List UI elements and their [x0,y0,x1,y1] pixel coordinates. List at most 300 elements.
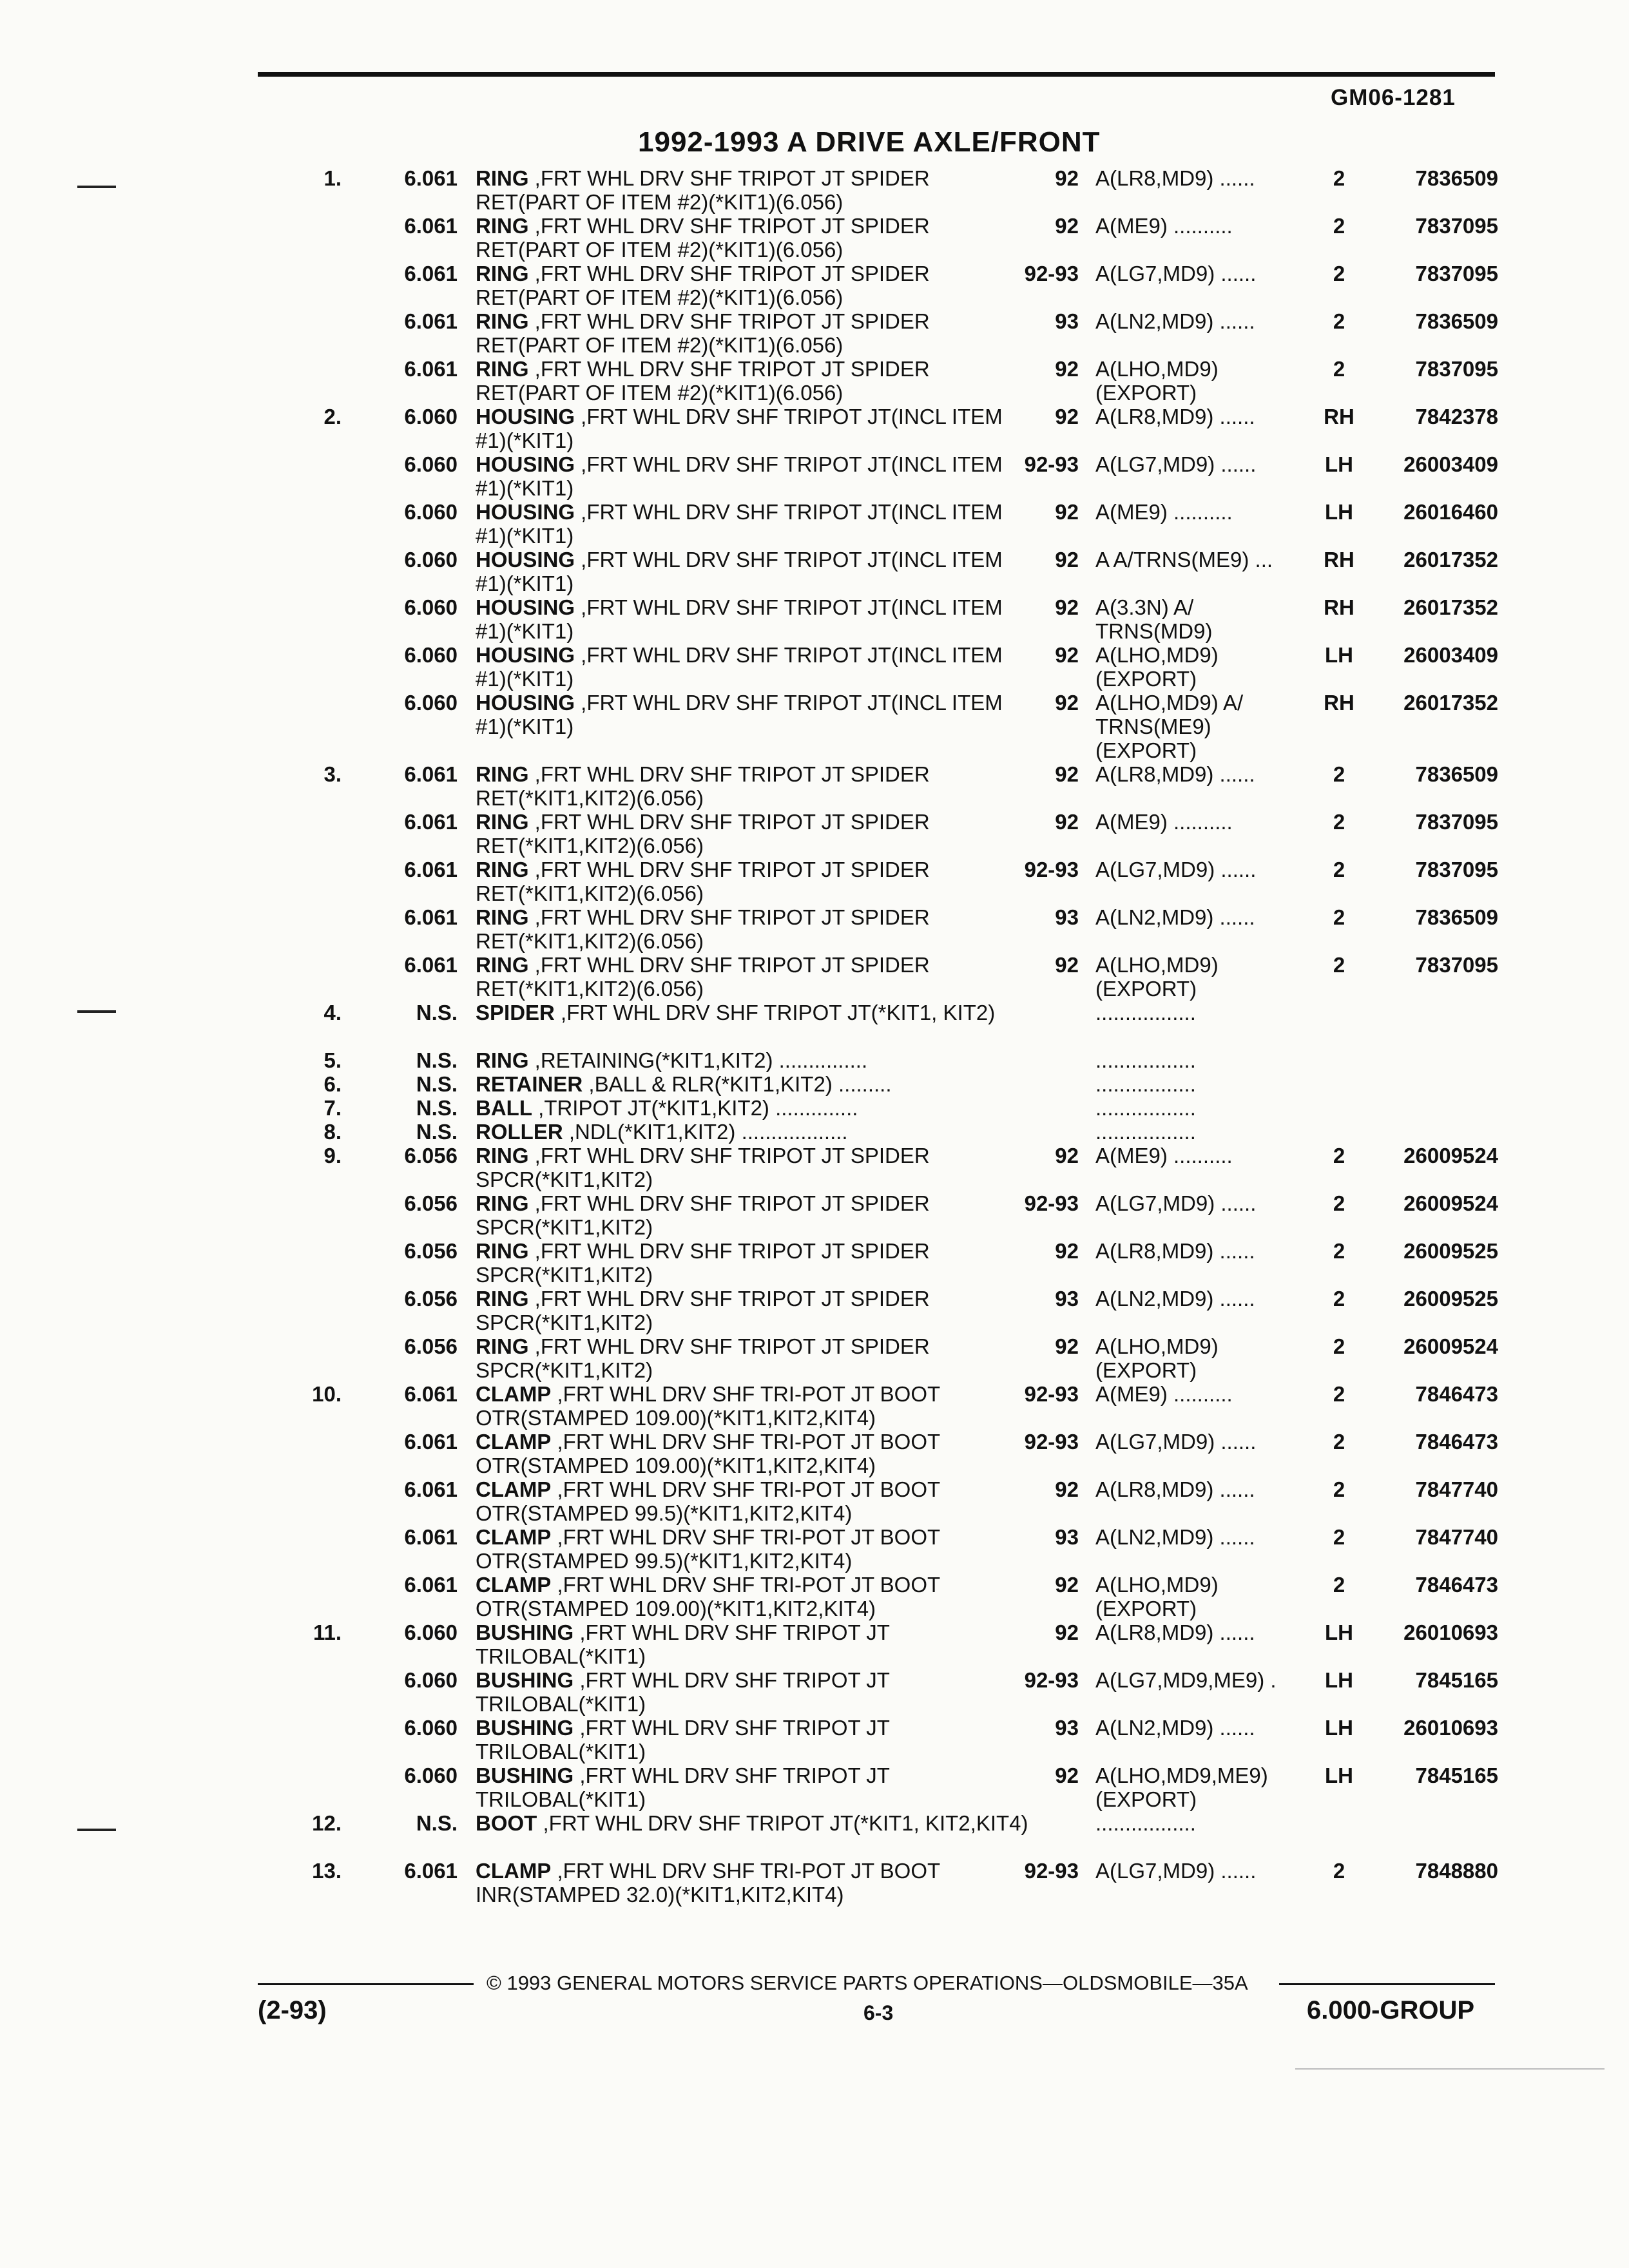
part-description [476,1096,1030,1120]
part-detail: ,FRT WHL DRV SHF TRIPOT JT SPIDER SPCR(*KIT1,KIT2) [476,1191,930,1239]
part-description [476,1620,1030,1668]
table-row [0,548,1629,595]
part-description [476,1287,1030,1334]
page-id: GM06-1281 [1331,85,1456,110]
table-row [0,1191,1629,1239]
page-number: 6-3 [863,2001,894,2024]
table-row [0,166,1629,214]
model-year: 92 [1055,595,1079,619]
part-number: 26010693 [1403,1620,1498,1644]
part-detail: ,FRT WHL DRV SHF TRIPOT JT SPIDER RET(PART OF ITEM #2)(*KIT1)(6.056) [476,262,930,309]
group-number: 6.061 [404,905,458,929]
model-year: 92 [1055,1620,1079,1644]
model-codes: A(LHO,MD9,ME9) (EXPORT) [1095,1763,1268,1811]
part-name: BOOT [476,1811,537,1835]
quantity: LH [1325,1620,1353,1644]
part-detail: ,FRT WHL DRV SHF TRIPOT JT SPIDER RET(PART OF ITEM #2)(*KIT1)(6.056) [476,166,930,214]
item-number: 5. [323,1048,342,1072]
part-detail: ,BALL & RLR(*KIT1,KIT2) ......... [583,1072,892,1096]
model-codes: ................. [1095,1811,1196,1835]
model-codes: A(LR8,MD9) ...... [1095,1477,1255,1501]
item-number: 9. [323,1144,342,1168]
part-name: RING [476,953,529,977]
item-number: 12. [312,1811,342,1835]
item-number: 7. [323,1096,342,1120]
quantity: RH [1324,595,1354,619]
part-name: RING [476,309,529,333]
group-number: 6.061 [404,1477,458,1501]
model-codes: A(LHO,MD9) (EXPORT) [1095,1573,1219,1620]
group-number: 6.056 [404,1334,458,1358]
part-number: 26003409 [1403,452,1498,476]
table-row [0,643,1629,691]
page-title: 1992-1993 A DRIVE AXLE/FRONT [638,126,1101,158]
group-number: 6.061 [404,1430,458,1454]
model-year: 92 [1055,214,1079,238]
part-detail: ,FRT WHL DRV SHF TRIPOT JT(INCL ITEM #1)(*KIT1) [476,452,1003,500]
part-description [476,1120,1030,1144]
model-codes: ................. [1095,1048,1196,1072]
part-name: CLAMP [476,1430,552,1454]
group-number: 6.061 [404,953,458,977]
part-detail: ,FRT WHL DRV SHF TRIPOT JT SPIDER RET(*KIT1,KIT2)(6.056) [476,810,930,858]
part-detail: ,FRT WHL DRV SHF TRIPOT JT(INCL ITEM #1)(*KIT1) [476,595,1003,643]
part-number: 7847740 [1415,1525,1498,1549]
part-detail: ,FRT WHL DRV SHF TRIPOT JT(INCL ITEM #1)(*KIT1) [476,643,1003,691]
model-year: 92 [1055,691,1079,715]
group-number: N.S. [416,1001,458,1024]
quantity: 2 [1333,214,1345,238]
group-number: 6.061 [404,309,458,333]
quantity: 2 [1333,1191,1345,1215]
part-detail: ,FRT WHL DRV SHF TRIPOT JT(*KIT1, KIT2) [554,1001,996,1024]
quantity: 2 [1333,309,1345,333]
item-number: 13. [312,1859,342,1883]
table-row [0,1382,1629,1430]
model-codes: A(LG7,MD9,ME9) . [1095,1668,1277,1692]
part-number: 7836509 [1415,905,1498,929]
table-row [0,1239,1629,1287]
part-name: HOUSING [476,500,575,524]
part-name: BUSHING [476,1763,574,1787]
part-number: 26003409 [1403,643,1498,667]
model-codes: A(LN2,MD9) ...... [1095,905,1255,929]
quantity: 2 [1333,953,1345,977]
quantity: 2 [1333,1334,1345,1358]
part-name: RING [476,166,529,190]
model-year: 92 [1055,1573,1079,1597]
model-codes: A(LR8,MD9) ...... [1095,1239,1255,1263]
model-year: 92-93 [1024,1191,1079,1215]
group-number: 6.060 [404,1716,458,1740]
part-name: RING [476,262,529,285]
quantity: LH [1325,1668,1353,1692]
part-description [476,1763,1030,1811]
part-detail: ,FRT WHL DRV SHF TRIPOT JT SPIDER RET(*KIT1,KIT2)(6.056) [476,953,930,1001]
part-description [476,1239,1030,1287]
part-detail: ,FRT WHL DRV SHF TRI-POT JT BOOT OTR(STAMPED 109.00)(*KIT1,KIT2,KIT4) [476,1573,940,1620]
quantity: 2 [1333,166,1345,190]
table-row [0,1668,1629,1716]
part-description [476,500,1030,548]
part-description [476,1859,1030,1907]
part-number: 26016460 [1403,500,1498,524]
part-description [476,1668,1030,1716]
part-number: 7845165 [1415,1763,1498,1787]
part-detail: ,FRT WHL DRV SHF TRIPOT JT SPIDER SPCR(*KIT1,KIT2) [476,1287,930,1334]
group-number: 6.056 [404,1287,458,1311]
model-codes: A(LHO,MD9) (EXPORT) [1095,357,1219,405]
group-number: 6.061 [404,1573,458,1597]
part-description [476,405,1030,452]
group-number: 6.061 [404,1859,458,1883]
part-name: HOUSING [476,452,575,476]
part-name: RING [476,1191,529,1215]
model-codes: A(LN2,MD9) ...... [1095,1287,1255,1311]
part-detail: ,FRT WHL DRV SHF TRIPOT JT(INCL ITEM #1)(*KIT1) [476,548,1003,595]
part-description [476,1573,1030,1620]
part-number: 7836509 [1415,166,1498,190]
group-number: 6.056 [404,1144,458,1168]
part-detail: ,FRT WHL DRV SHF TRI-POT JT BOOT OTR(STAMPED 109.00)(*KIT1,KIT2,KIT4) [476,1430,940,1477]
quantity: LH [1325,643,1353,667]
model-codes: A(LR8,MD9) ...... [1095,166,1255,190]
item-number: 10. [312,1382,342,1406]
part-detail: ,FRT WHL DRV SHF TRI-POT JT BOOT OTR(STAMPED 99.5)(*KIT1,KIT2,KIT4) [476,1525,940,1573]
model-year: 92 [1055,1763,1079,1787]
part-name: HOUSING [476,548,575,572]
quantity: RH [1324,548,1354,572]
part-number: 7846473 [1415,1382,1498,1406]
table-row [0,1144,1629,1191]
part-description [476,214,1030,262]
part-detail: ,FRT WHL DRV SHF TRIPOT JT(INCL ITEM #1)(*KIT1) [476,405,1003,452]
model-codes: A(LN2,MD9) ...... [1095,1716,1255,1740]
model-codes: A(LN2,MD9) ...... [1095,309,1255,333]
part-description [476,905,1030,953]
group-number: 6.061 [404,1382,458,1406]
part-number: 7848880 [1415,1859,1498,1883]
quantity: RH [1324,405,1354,428]
model-year: 92 [1055,953,1079,977]
part-number: 26009524 [1403,1334,1498,1358]
part-name: HOUSING [476,405,575,428]
part-number: 26010693 [1403,1716,1498,1740]
model-codes: A(LN2,MD9) ...... [1095,1525,1255,1549]
model-year: 92 [1055,762,1079,786]
part-name: RING [476,1334,529,1358]
model-year: 92 [1055,1334,1079,1358]
footer-group: 6.000-GROUP [1307,1996,1475,2024]
group-number: N.S. [416,1120,458,1144]
part-description [476,1430,1030,1477]
quantity: 2 [1333,262,1345,285]
part-detail: ,FRT WHL DRV SHF TRIPOT JT SPIDER RET(PART OF ITEM #2)(*KIT1)(6.056) [476,357,930,405]
part-description [476,953,1030,1001]
group-number: 6.056 [404,1239,458,1263]
part-name: RING [476,810,529,834]
quantity: 2 [1333,1430,1345,1454]
part-description [476,357,1030,405]
table-row [0,1287,1629,1334]
table-row [0,810,1629,858]
part-detail: ,FRT WHL DRV SHF TRI-POT JT BOOT OTR(STAMPED 109.00)(*KIT1,KIT2,KIT4) [476,1382,940,1430]
part-detail: ,RETAINING(*KIT1,KIT2) ............... [528,1048,868,1072]
model-codes: A(ME9) .......... [1095,500,1233,524]
group-number: N.S. [416,1096,458,1120]
table-row [0,500,1629,548]
part-number: 7842378 [1415,405,1498,428]
table-row [0,1859,1629,1907]
model-year: 92-93 [1024,1668,1079,1692]
quantity: 2 [1333,905,1345,929]
table-row [0,309,1629,357]
group-number: N.S. [416,1048,458,1072]
model-year: 92-93 [1024,1859,1079,1883]
model-codes: A(LG7,MD9) ...... [1095,858,1257,881]
part-description [476,643,1030,691]
part-name: HOUSING [476,643,575,667]
quantity: 2 [1333,1239,1345,1263]
item-number: 3. [323,762,342,786]
part-name: RETAINER [476,1072,583,1096]
model-year: 92-93 [1024,262,1079,285]
model-year: 92 [1055,643,1079,667]
part-name: CLAMP [476,1382,552,1406]
group-number: 6.061 [404,166,458,190]
part-detail: ,FRT WHL DRV SHF TRIPOT JT SPIDER RET(PART OF ITEM #2)(*KIT1)(6.056) [476,214,930,262]
model-codes: A(ME9) .......... [1095,1144,1233,1168]
model-codes: A(LG7,MD9) ...... [1095,1430,1257,1454]
part-description [476,858,1030,905]
quantity: 2 [1333,858,1345,881]
model-year: 92 [1055,548,1079,572]
part-detail: ,FRT WHL DRV SHF TRIPOT JT TRILOBAL(*KIT1) [476,1668,890,1716]
model-codes: A(ME9) .......... [1095,214,1233,238]
part-number: 7845165 [1415,1668,1498,1692]
model-year: 93 [1055,1525,1079,1549]
part-name: BUSHING [476,1716,574,1740]
part-description [476,309,1030,357]
part-name: SPIDER [476,1001,555,1024]
model-year: 92 [1055,1239,1079,1263]
table-row [0,691,1629,762]
part-description [476,548,1030,595]
part-name: RING [476,1287,529,1311]
part-name: RING [476,858,529,881]
group-number: 6.061 [404,810,458,834]
part-name: BUSHING [476,1620,574,1644]
model-year: 92-93 [1024,1430,1079,1454]
part-description [476,1811,1030,1835]
part-description [476,595,1030,643]
model-codes: A(LHO,MD9) (EXPORT) [1095,643,1219,691]
group-number: 6.060 [404,1668,458,1692]
model-year: 93 [1055,309,1079,333]
part-detail: ,FRT WHL DRV SHF TRIPOT JT(INCL ITEM #1)(*KIT1) [476,691,1003,738]
quantity: 2 [1333,1525,1345,1549]
group-number: 6.060 [404,405,458,428]
part-number: 26009525 [1403,1239,1498,1263]
part-number: 26017352 [1403,691,1498,715]
divider [1295,2068,1605,2070]
quantity: 2 [1333,1859,1345,1883]
part-detail: ,FRT WHL DRV SHF TRIPOT JT SPIDER SPCR(*KIT1,KIT2) [476,1144,930,1191]
quantity: LH [1325,500,1353,524]
part-detail: ,TRIPOT JT(*KIT1,KIT2) .............. [532,1096,858,1120]
table-row [0,762,1629,810]
part-detail: ,NDL(*KIT1,KIT2) .................. [563,1120,848,1144]
table-row [0,1430,1629,1477]
part-detail: ,FRT WHL DRV SHF TRI-POT JT BOOT INR(STAMPED 32.0)(*KIT1,KIT2,KIT4) [476,1859,940,1907]
quantity: 2 [1333,1287,1345,1311]
copyright: © 1993 GENERAL MOTORS SERVICE PARTS OPERATIONS—OLDSMOBILE—35A [487,1972,1248,1994]
table-row [0,1334,1629,1382]
part-description [476,1048,1030,1072]
part-number: 7837095 [1415,953,1498,977]
part-name: RING [476,762,529,786]
model-codes: A(LG7,MD9) ...... [1095,1191,1257,1215]
model-year: 92-93 [1024,1382,1079,1406]
table-row [0,1763,1629,1811]
part-number: 7846473 [1415,1573,1498,1597]
model-codes: A(LR8,MD9) ...... [1095,1620,1255,1644]
part-number: 7836509 [1415,309,1498,333]
model-codes: A(ME9) .......... [1095,810,1233,834]
part-number: 7837095 [1415,357,1498,381]
part-description [476,1072,1030,1096]
part-number: 7847740 [1415,1477,1498,1501]
part-description [476,1144,1030,1191]
part-name: BALL [476,1096,532,1120]
quantity: LH [1325,1716,1353,1740]
model-year: 92 [1055,810,1079,834]
table-row [0,1477,1629,1525]
table-row [0,1811,1629,1859]
table-row [0,214,1629,262]
model-codes: A(LHO,MD9) (EXPORT) [1095,953,1219,1001]
model-year: 93 [1055,1287,1079,1311]
table-row [0,953,1629,1001]
group-number: 6.060 [404,595,458,619]
part-name: RING [476,1048,529,1072]
quantity: 2 [1333,1144,1345,1168]
model-year: 93 [1055,1716,1079,1740]
group-number: N.S. [416,1072,458,1096]
group-number: 6.061 [404,262,458,285]
quantity: RH [1324,691,1354,715]
item-number: 8. [323,1120,342,1144]
item-number: 6. [323,1072,342,1096]
part-description [476,262,1030,309]
table-row [0,357,1629,405]
part-description [476,691,1030,738]
table-row [0,405,1629,452]
footer-date: (2-93) [258,1996,327,2024]
model-codes: A(LG7,MD9) ...... [1095,1859,1257,1883]
quantity: 2 [1333,1382,1345,1406]
model-year: 92 [1055,405,1079,428]
model-year: 92 [1055,500,1079,524]
part-description [476,1334,1030,1382]
part-name: CLAMP [476,1573,552,1597]
model-year: 92-93 [1024,452,1079,476]
part-number: 26009524 [1403,1144,1498,1168]
group-number: 6.060 [404,500,458,524]
quantity: LH [1325,452,1353,476]
group-number: 6.056 [404,1191,458,1215]
model-year: 92 [1055,1144,1079,1168]
part-detail: ,FRT WHL DRV SHF TRI-POT JT BOOT OTR(STAMPED 99.5)(*KIT1,KIT2,KIT4) [476,1477,940,1525]
part-number: 26009525 [1403,1287,1498,1311]
part-detail: ,FRT WHL DRV SHF TRIPOT JT TRILOBAL(*KIT1) [476,1763,890,1811]
model-codes: A(LHO,MD9) (EXPORT) [1095,1334,1219,1382]
table-row [0,1716,1629,1763]
part-name: RING [476,905,529,929]
group-number: 6.061 [404,762,458,786]
part-number: 7836509 [1415,762,1498,786]
part-number: 26017352 [1403,595,1498,619]
model-year: 92 [1055,1477,1079,1501]
table-row [0,905,1629,953]
model-codes: A(LG7,MD9) ...... [1095,262,1257,285]
part-number: 7837095 [1415,262,1498,285]
part-name: HOUSING [476,691,575,715]
group-number: N.S. [416,1811,458,1835]
table-row [0,595,1629,643]
item-number: 11. [313,1620,342,1644]
part-name: CLAMP [476,1477,552,1501]
part-detail: ,FRT WHL DRV SHF TRIPOT JT SPIDER SPCR(*KIT1,KIT2) [476,1239,930,1287]
part-description [476,810,1030,858]
quantity: 2 [1333,1573,1345,1597]
quantity: 2 [1333,1477,1345,1501]
part-name: HOUSING [476,595,575,619]
footer-rule-right [1279,1983,1495,1985]
part-name: CLAMP [476,1859,552,1883]
part-detail: ,FRT WHL DRV SHF TRIPOT JT SPIDER RET(*KIT1,KIT2)(6.056) [476,762,930,810]
table-row [0,1525,1629,1573]
top-rule [258,72,1495,77]
item-number: 2. [323,405,342,428]
part-number: 7837095 [1415,858,1498,881]
model-year: 92 [1055,357,1079,381]
part-description [476,1525,1030,1573]
part-number: 26009524 [1403,1191,1498,1215]
group-number: 6.060 [404,643,458,667]
group-number: 6.061 [404,858,458,881]
model-codes: A(LR8,MD9) ...... [1095,405,1255,428]
model-year: 93 [1055,905,1079,929]
quantity: LH [1325,1763,1353,1787]
part-detail: ,FRT WHL DRV SHF TRIPOT JT SPIDER SPCR(*KIT1,KIT2) [476,1334,930,1382]
part-detail: ,FRT WHL DRV SHF TRIPOT JT(*KIT1, KIT2,KIT4) [537,1811,1028,1835]
quantity: 2 [1333,810,1345,834]
group-number: 6.060 [404,691,458,715]
part-name: RING [476,214,529,238]
part-description [476,1382,1030,1430]
part-detail: ,FRT WHL DRV SHF TRIPOT JT(INCL ITEM #1)(*KIT1) [476,500,1003,548]
part-name: BUSHING [476,1668,574,1692]
part-name: CLAMP [476,1525,552,1549]
part-name: RING [476,1239,529,1263]
footer-rule-left [258,1983,474,1985]
part-description [476,166,1030,214]
table-row [0,1001,1629,1048]
part-description [476,1191,1030,1239]
part-description [476,762,1030,810]
model-codes: ................. [1095,1120,1196,1144]
